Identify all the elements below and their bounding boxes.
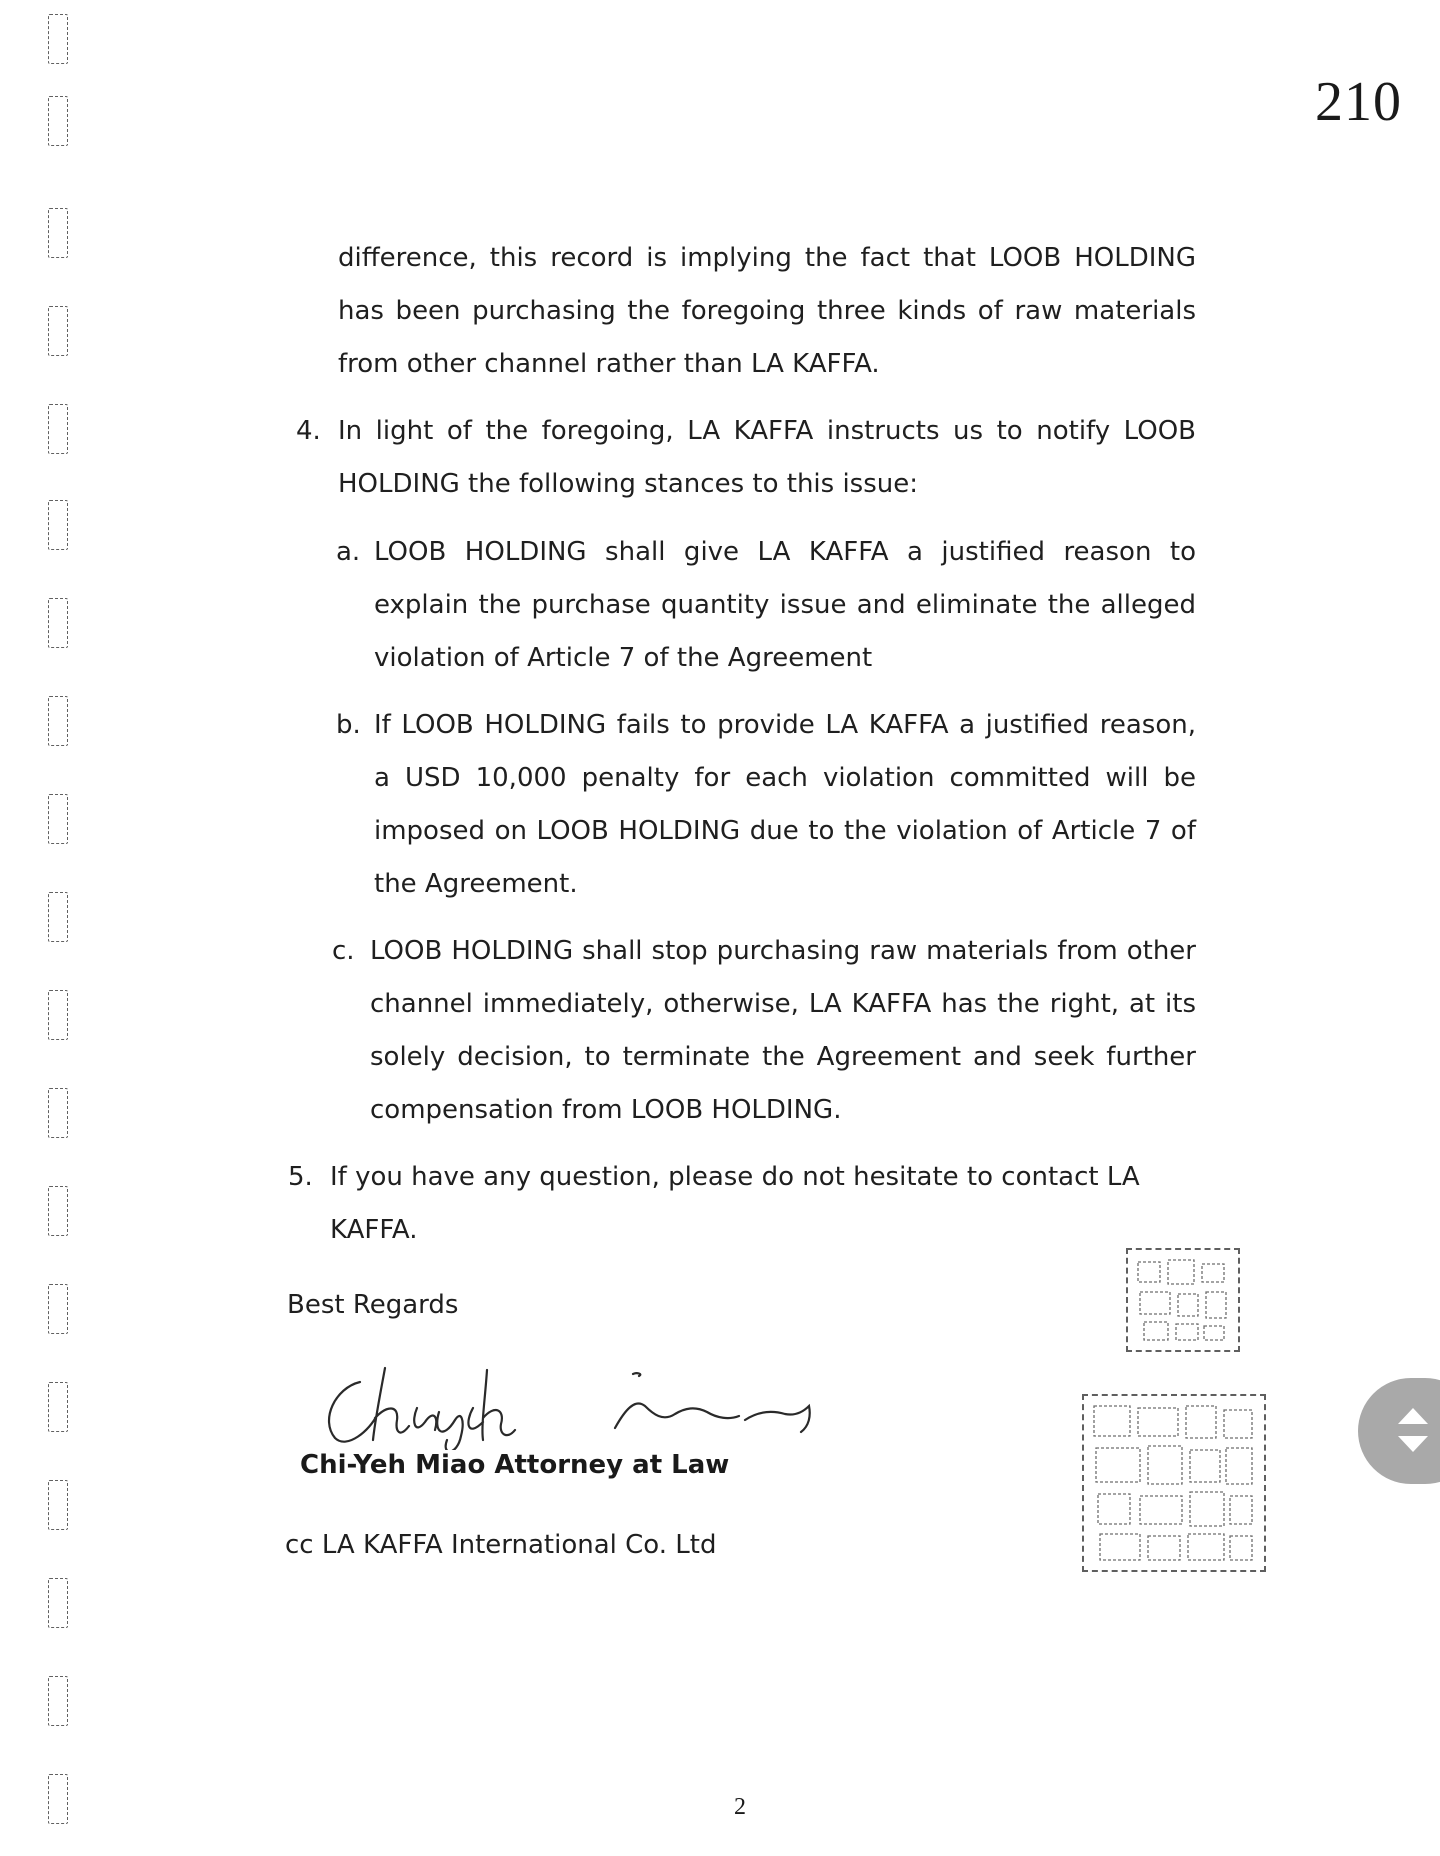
binding-hole (48, 892, 68, 942)
sub-item-b (336, 699, 1196, 911)
signer-name: Chi-Yeh Miao Attorney at Law (300, 1450, 730, 1480)
sub-item-text: LOOB HOLDING shall stop purchasing raw materials from other channel immediately, otherwise, LA KAFFA has the right, at its solely decision, to terminate the Agreement and seek further compensation from LOOB HOLDING. (370, 936, 1196, 1125)
list-item-5 (288, 1151, 1196, 1257)
binding-hole (48, 1284, 68, 1334)
seal-pattern (1084, 1396, 1264, 1570)
binding-hole (48, 1676, 68, 1726)
stamp-number: 210 (1315, 71, 1402, 133)
list-item-text: If you have any question, please do not hesitate to contact LA KAFFA. (330, 1162, 1140, 1245)
binding-hole (48, 598, 68, 648)
chevron-down-icon[interactable] (1398, 1436, 1428, 1452)
cc-line: cc LA KAFFA International Co. Ltd (285, 1530, 717, 1560)
sub-item-text: LOOB HOLDING shall give LA KAFFA a justified reason to explain the purchase quantity issue and eliminate the alleged violation of Article 7 of the Agreement (374, 537, 1196, 673)
company-seal-small (1126, 1248, 1240, 1352)
sub-item-a (336, 526, 1196, 685)
sub-marker: b. (336, 710, 361, 740)
binding-hole (48, 696, 68, 746)
binding-hole (48, 208, 68, 258)
binding-hole (48, 1774, 68, 1824)
binding-hole (48, 306, 68, 356)
sub-item-text: If LOOB HOLDING fails to provide LA KAFFA a justified reason, a USD 10,000 penalty for each violation committed will be imposed on LOOB HOLDING due to the violation of Article 7 of the Agreement. (374, 710, 1196, 899)
binding-hole (48, 14, 68, 64)
sub-marker: c. (332, 936, 355, 966)
binding-hole (48, 500, 68, 550)
binding-hole (48, 794, 68, 844)
chevron-up-icon[interactable] (1398, 1408, 1428, 1424)
binding-hole (48, 1480, 68, 1530)
binding-hole (48, 1186, 68, 1236)
binding-hole (48, 1382, 68, 1432)
page-scroll-button[interactable] (1358, 1378, 1440, 1484)
binding-hole (48, 990, 68, 1040)
list-item-text: In light of the foregoing, LA KAFFA instructs us to notify LOOB HOLDING the following stances to this issue: (338, 416, 1196, 499)
seal-pattern (1128, 1250, 1238, 1350)
binding-hole (48, 1578, 68, 1628)
binding-hole (48, 96, 68, 146)
continuation-paragraph: difference, this record is implying the fact that LOOB HOLDING has been purchasing the foregoing three kinds of raw materials from other channel rather than LA KAFFA. (338, 243, 1196, 379)
list-marker: 4. (296, 416, 321, 446)
binding-hole (48, 1088, 68, 1138)
binding-hole (48, 404, 68, 454)
list-marker: 5. (288, 1162, 313, 1192)
sub-marker: a. (336, 537, 361, 567)
company-seal-large (1082, 1394, 1266, 1572)
closing-salutation: Best Regards (287, 1290, 459, 1320)
handwritten-signature (315, 1360, 835, 1450)
sub-item-c (332, 925, 1196, 1137)
list-item-4 (296, 405, 1196, 511)
binding-hole-strip (40, 0, 80, 1856)
footer-page-number: 2 (734, 1794, 746, 1820)
